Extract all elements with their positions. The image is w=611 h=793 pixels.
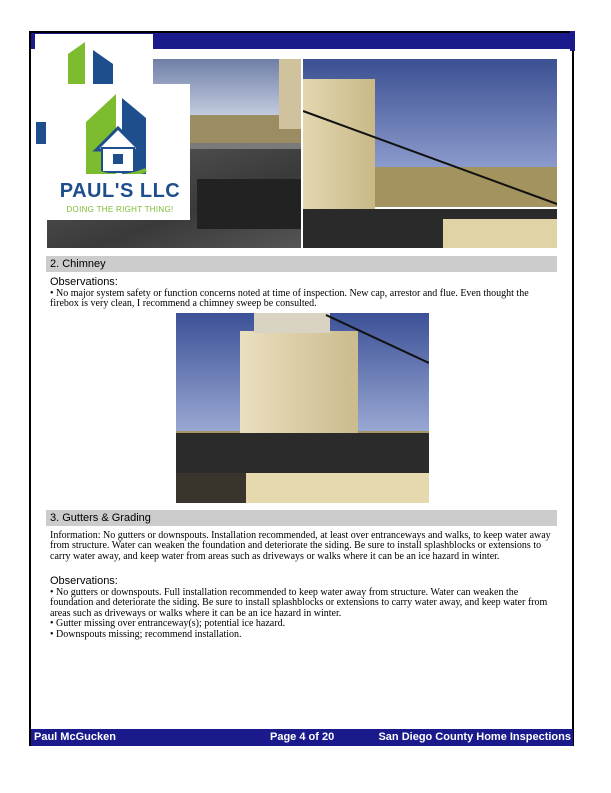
logo-fragment-letter [36,122,46,144]
photo-chimney [176,313,429,503]
list-item: • Downspouts missing; recommend installation. [50,628,242,640]
gutters-observation-list [50,588,555,640]
power-line [303,59,557,248]
house-logo-icon [46,84,190,174]
section-header-gutters: 3. Gutters & Grading [46,510,557,526]
gutters-observations-label: Observations: [50,575,118,587]
chimney-observation-text [50,289,555,310]
logo-upper-fragment [35,34,153,84]
list-item: • Gutter missing over entranceway(s); potential ice hazard. [50,618,286,630]
header-bar-edge [570,31,575,51]
list-item: • No major system safety or function concerns noted at time of inspection. New cap, arrestor and flue. Even thought the firebox is very clean, I recommend a chimney sweep be consulted. [50,288,529,310]
footer-bar [31,729,573,746]
footer-page-number: Page 4 of 20 [270,731,335,743]
footer-company-name: San Diego County Home Inspections [378,731,571,743]
chimney-observations-label: Observations: [50,276,118,288]
footer-inspector-name: Paul McGucken [34,731,116,743]
gutters-information-text: Information: No gutters or downspouts. Installation recommended, at least over entranceways and walks, to keep water away from structure. Water can weaken the foundation and deteriorate the siding. Be sure to install splashblocks or extensions to carry water away, and keep water from areas such as driveways or walks where it can be an ice hazard in winter. [50,530,551,562]
section-header-chimney: 2. Chimney [46,256,557,272]
company-logo [46,84,190,220]
photo-chimney-wire [303,59,557,248]
logo-name: PAUL'S LLC [59,180,181,202]
logo-tagline: DOING THE RIGHT THING! [66,205,174,214]
list-item: • No gutters or downspouts. Full installation recommended to keep water away from structure. Water can weaken the foundation and deteriorate the siding. Be sure to install splashblocks or extensions to carry water away, and keep water from areas such as driveways or walks where it can be an ice hazard in winter. [50,587,548,619]
power-line-2 [176,313,429,503]
